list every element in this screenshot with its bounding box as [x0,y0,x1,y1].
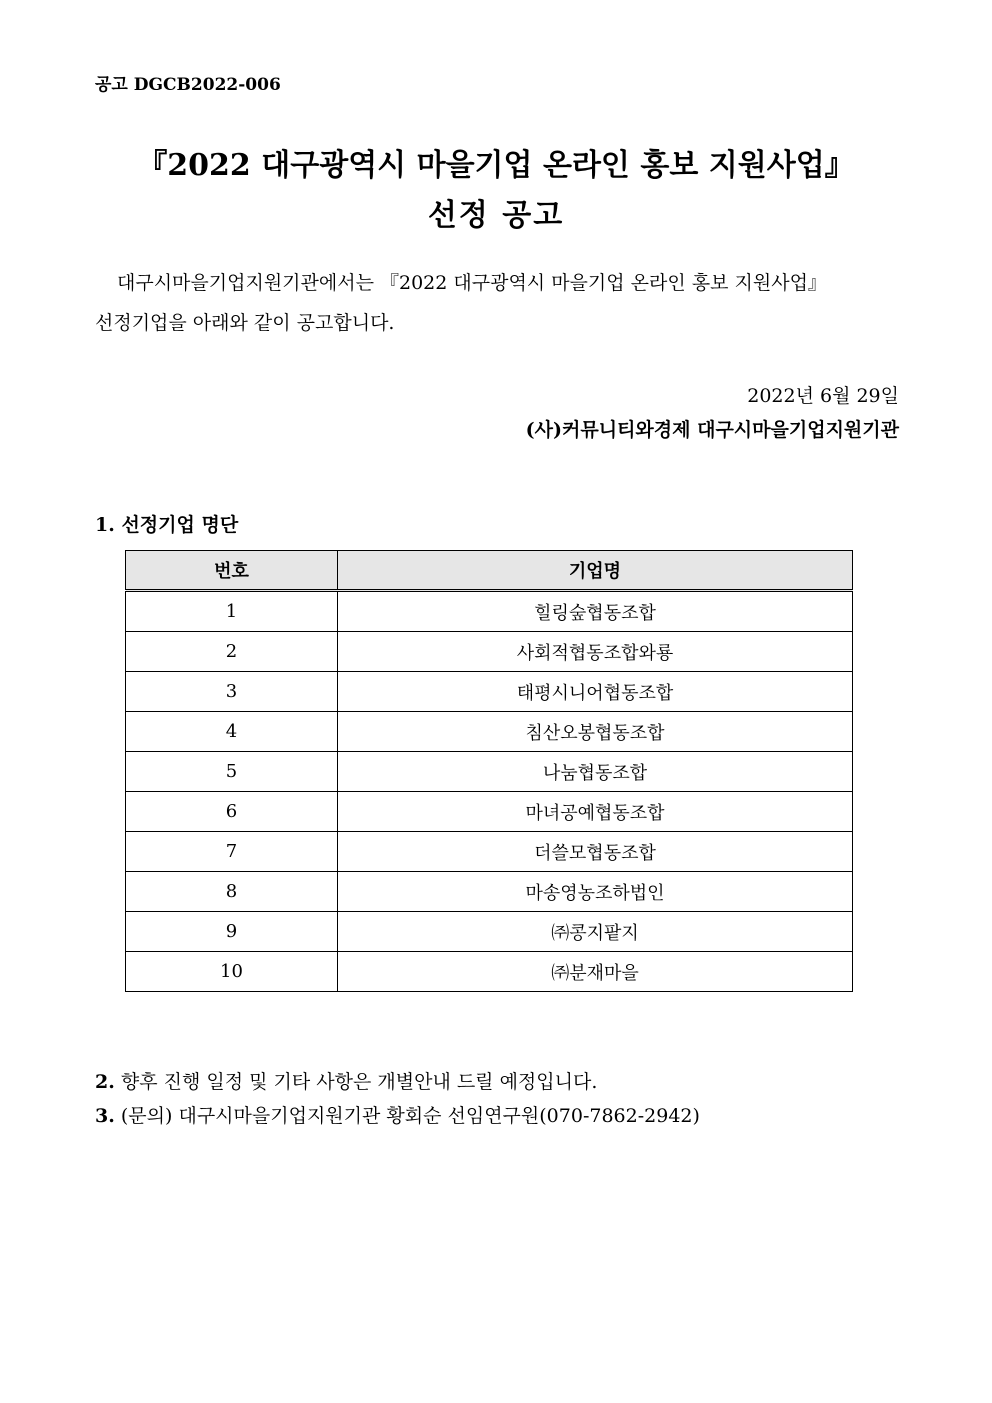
row-number: 7 [126,832,338,872]
company-name: 사회적협동조합와룡 [338,632,853,672]
selected-companies-table [125,550,853,992]
announcement-date: 2022년 6월 29일 [747,385,899,407]
company-name: 태평시니어협동조합 [338,672,853,712]
company-name: 힐링숲협동조합 [338,591,853,632]
table-row [126,912,853,952]
company-name: 마송영농조하법인 [338,872,853,912]
table-row [126,832,853,872]
row-number: 1 [126,591,338,632]
table-row [126,632,853,672]
document-title: 『2022 대구광역시 마을기업 온라인 홍보 지원사업』 [137,148,855,183]
company-name: 침산오봉협동조합 [338,712,853,752]
table-row [126,752,853,792]
intro-text-line-2: 선정기업을 아래와 같이 공고합니다. [95,312,395,334]
row-number: 8 [126,872,338,912]
table-row [126,952,853,992]
row-number: 2 [126,632,338,672]
section-heading-selected-companies: 1. 선정기업 명단 [95,514,239,536]
row-number: 6 [126,792,338,832]
company-name: 마녀공예협동조합 [338,792,853,832]
note-schedule [95,1067,597,1094]
note-text: (문의) 대구시마을기업지원기관 황회순 선임연구원(070-7862-2942) [120,1105,700,1127]
column-header-number: 번호 [126,551,338,591]
table-row [126,792,853,832]
row-number: 4 [126,712,338,752]
note-contact [95,1101,700,1128]
intro-text-line-1: 대구시마을기업지원기관에서는 『2022 대구광역시 마을기업 온라인 홍보 지원사업』 [117,272,827,294]
table-row [126,872,853,912]
row-number: 9 [126,912,338,952]
company-name: 더쓸모협동조합 [338,832,853,872]
note-text: 향후 진행 일정 및 기타 사항은 개별안내 드릴 예정입니다. [120,1071,598,1093]
column-header-company-name: 기업명 [338,551,853,591]
table-row [126,672,853,712]
table-header-row [126,551,853,591]
document-number: 공고 DGCB2022-006 [95,75,281,95]
company-name: ㈜콩지팥지 [338,912,853,952]
row-number: 5 [126,752,338,792]
company-name: 나눔협동조합 [338,752,853,792]
document-subtitle: 선정 공고 [427,198,565,233]
note-number: 3. [95,1105,115,1127]
company-name: ㈜분재마을 [338,952,853,992]
note-number: 2. [95,1071,115,1093]
row-number: 10 [126,952,338,992]
table-row [126,591,853,632]
issuer-name: (사)커뮤니티와경제 대구시마을기업지원기관 [525,419,899,441]
table-row [126,712,853,752]
row-number: 3 [126,672,338,712]
